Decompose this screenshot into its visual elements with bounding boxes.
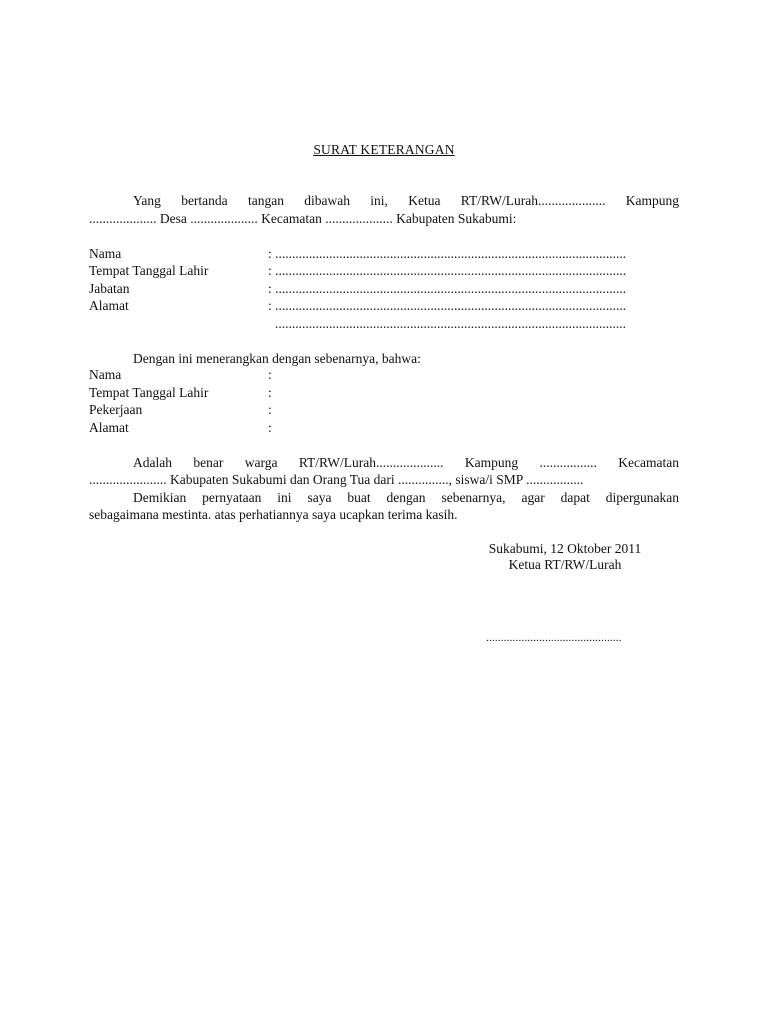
signature-line: ..............................................	[486, 632, 622, 644]
statement-intro: Dengan ini menerangkan dengan sebenarnya, bahwa:	[133, 351, 421, 366]
signer-value-jabatan: : ........................................................................................................	[268, 281, 627, 296]
signer-value-ttl: : ........................................................................................................	[268, 263, 627, 278]
signer-label-nama: Nama	[89, 246, 122, 261]
signer-label-jabatan: Jabatan	[89, 281, 130, 296]
body-line-2: ....................... Kabupaten Sukabumi dan Orang Tua dari ..............., siswa/i SMP .................	[89, 472, 584, 487]
subject-label-alamat: Alamat	[89, 420, 129, 435]
signer-value-nama: : ........................................................................................................	[268, 246, 627, 261]
closing-line-2: sebagaimana mestinta. atas perhatiannya saya ucapkan terima kasih.	[89, 507, 458, 522]
subject-label-nama: Nama	[89, 367, 122, 382]
page-title: SURAT KETERANGAN	[313, 142, 455, 157]
signer-label-alamat: Alamat	[89, 298, 129, 313]
signer-address-continuation: ........................................................................................................	[275, 316, 626, 331]
intro-line-2: .................... Desa .................... Kecamatan .................... Kabupaten Sukabumi:	[89, 211, 517, 226]
signer-label-ttl: Tempat Tanggal Lahir	[89, 263, 209, 278]
subject-value-pekerjaan: :	[268, 402, 272, 417]
intro-line-1: Yang bertanda tangan dibawah ini, Ketua RT/RW/Lurah.................... Kampung	[133, 193, 679, 208]
subject-label-ttl: Tempat Tanggal Lahir	[89, 385, 209, 400]
subject-label-pekerjaan: Pekerjaan	[89, 402, 143, 417]
place-date: Sukabumi, 12 Oktober 2011	[488, 541, 642, 556]
subject-value-alamat: :	[268, 420, 272, 435]
signer-title: Ketua RT/RW/Lurah	[508, 557, 622, 572]
signer-value-alamat: : ........................................................................................................	[268, 298, 627, 313]
closing-line-1: Demikian pernyataan ini saya buat dengan sebenarnya, agar dapat dipergunakan	[133, 490, 679, 505]
body-line-1: Adalah benar warga RT/RW/Lurah.................... Kampung ................. Kecamatan	[133, 455, 679, 470]
subject-value-nama: :	[268, 367, 272, 382]
subject-value-ttl: :	[268, 385, 272, 400]
